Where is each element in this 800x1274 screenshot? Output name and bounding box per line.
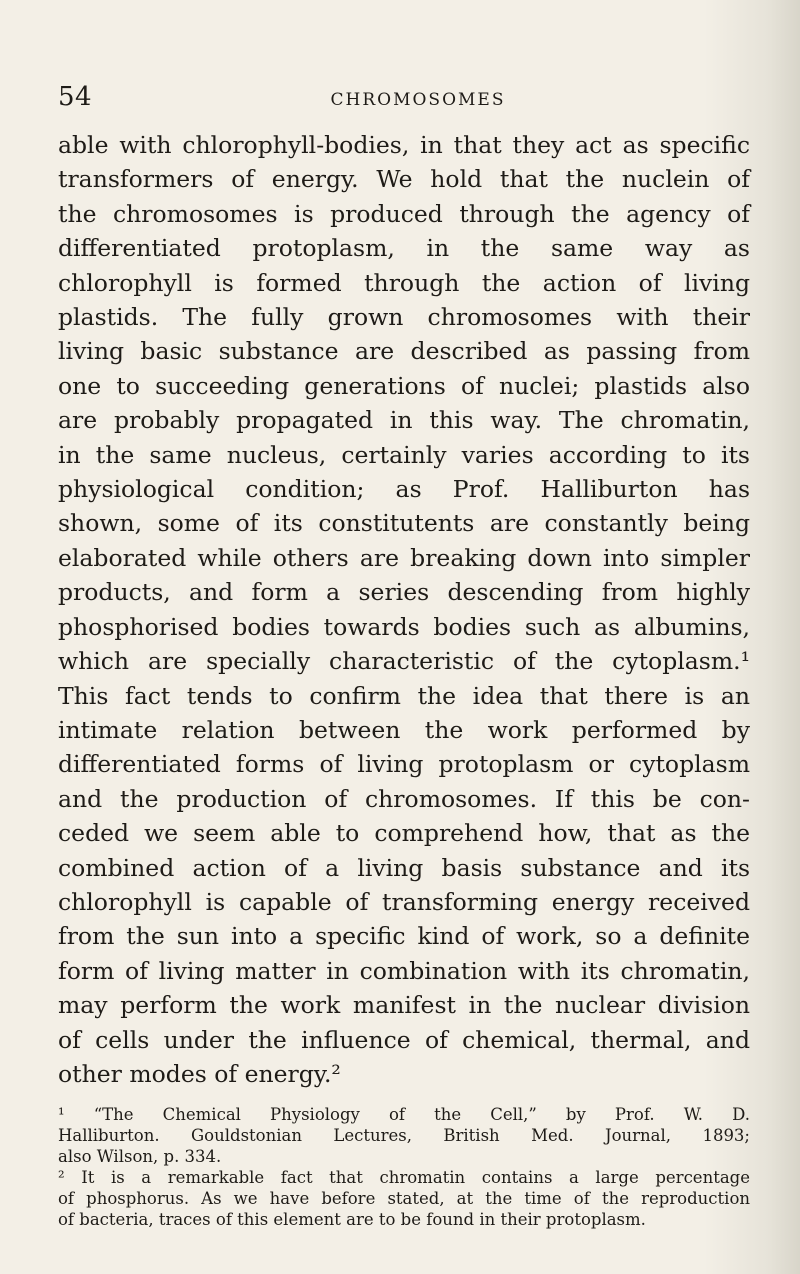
footnote-line: also Wilson, p. 334.: [58, 1147, 222, 1166]
body-line: of cells under the influence of chemical, thermal, and: [58, 1025, 750, 1054]
body-line: differentiated forms of living protoplasm or cytoplasm: [58, 750, 750, 779]
body-line: ceded we seem able to comprehend how, that as the: [58, 819, 750, 848]
footnotes: [58, 1104, 750, 1230]
page-number: 54: [58, 82, 93, 112]
footnote-line: of phosphorus. As we have before stated, at the time of the reproduction: [58, 1189, 750, 1208]
body-line: products, and form a series descending from highly: [58, 578, 750, 607]
body-line: may perform the work manifest in the nuclear division: [58, 991, 750, 1020]
footnote-line: of bacteria, traces of this element are to be found in their protoplasm.: [58, 1210, 646, 1229]
body-line: This fact tends to confirm the idea that there is an: [58, 681, 750, 710]
body-line: in the same nucleus, certainly varies according to its: [58, 440, 750, 469]
body-line: able with chlorophyll-bodies, in that they act as specific: [58, 131, 750, 159]
body-line: phosphorised bodies towards bodies such as albumins,: [58, 612, 750, 641]
body-line: combined action of a living basis substance and its: [58, 853, 750, 882]
body-line: chlorophyll is capable of transforming energy received: [58, 887, 750, 916]
running-head: [58, 78, 758, 114]
body-line: chlorophyll is formed through the action of living: [58, 268, 750, 297]
body-line: one to succeeding generations of nuclei; plastids also: [58, 371, 750, 400]
body-line: and the production of chromosomes. If this be con-: [58, 784, 750, 813]
body-line: from the sun into a specific kind of work, so a definite: [58, 922, 750, 951]
body-paragraph: [58, 128, 750, 1091]
footnote-line: ² It is a remarkable fact that chromatin contains a large percentage: [58, 1168, 750, 1187]
body-line: intimate relation between the work performed by: [58, 715, 750, 744]
body-line: transformers of energy. We hold that the nuclein of: [58, 165, 750, 194]
body-line: differentiated protoplasm, in the same way as: [58, 234, 750, 263]
body-line: the chromosomes is produced through the agency of: [58, 199, 750, 228]
body-line: plastids. The fully grown chromosomes with their: [58, 303, 750, 332]
running-title: CHROMOSOMES: [330, 90, 506, 110]
body-line: living basic substance are described as passing from: [58, 337, 750, 366]
footnote-line: Halliburton. Gouldstonian Lectures, British Med. Journal, 1893;: [58, 1126, 750, 1145]
body-line: which are specially characteristic of the cytoplasm.¹: [58, 647, 750, 676]
body-line: elaborated while others are breaking down into simpler: [58, 543, 750, 572]
body-line: other modes of energy.²: [58, 1059, 341, 1088]
body-line: shown, some of its constitutents are constantly being: [58, 509, 750, 538]
body-line: form of living matter in combination with its chromatin,: [58, 956, 750, 985]
body-line: physiological condition; as Prof. Halliburton has: [58, 475, 750, 504]
body-line: are probably propagated in this way. The chromatin,: [58, 406, 750, 435]
footnote-line: ¹ “The Chemical Physiology of the Cell,” by Prof. W. D.: [58, 1105, 750, 1124]
